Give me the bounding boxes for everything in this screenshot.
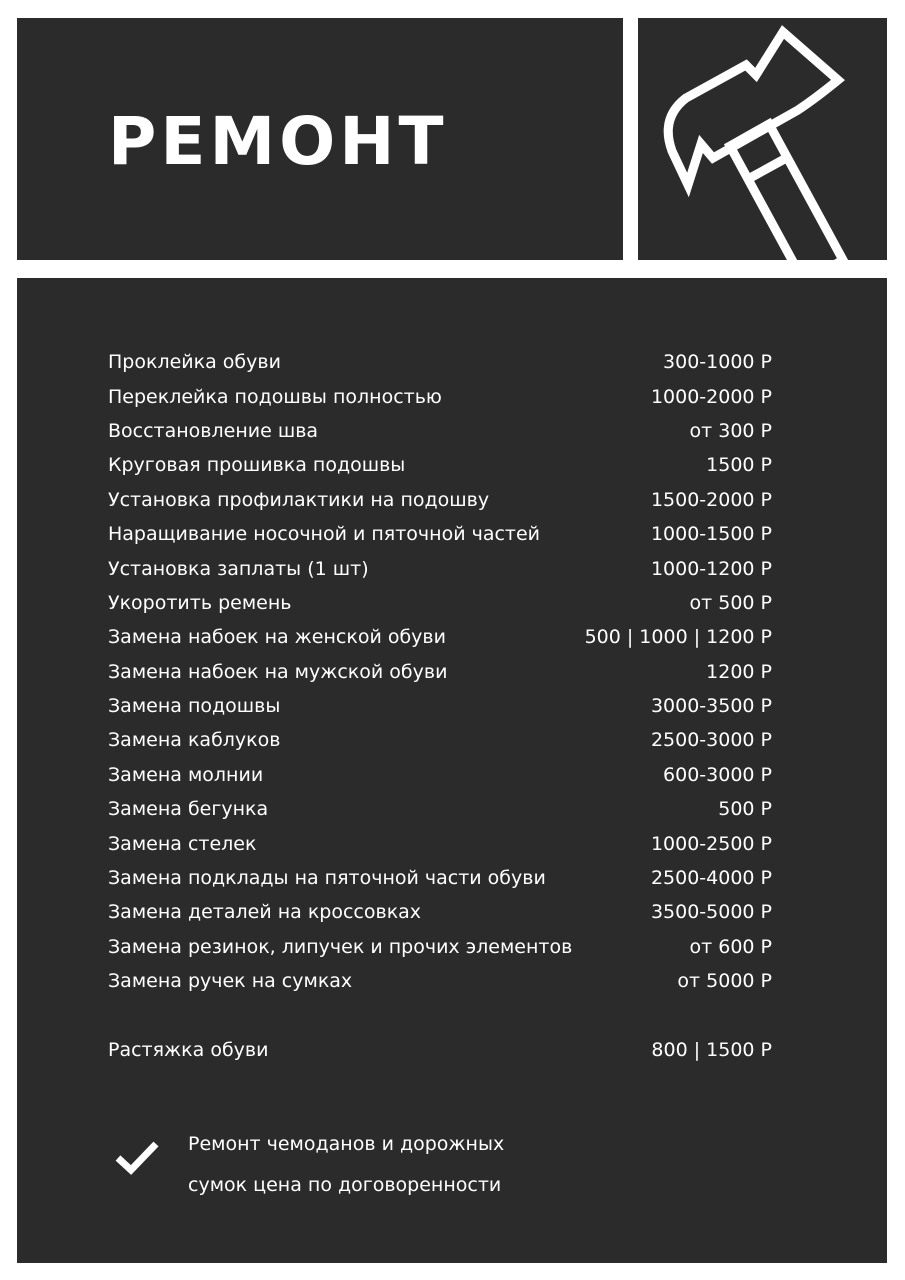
service-name: Замена деталей на кроссовках [108, 901, 422, 924]
service-name: Замена ручек на сумках [108, 970, 353, 993]
list-item [108, 448, 772, 482]
list-item [108, 792, 772, 826]
service-name: Наращивание носочной и пяточной частей [108, 523, 541, 546]
checkmark-icon [113, 1138, 161, 1178]
service-price: от 500 Р [689, 591, 772, 614]
service-name: Укоротить ремень [108, 591, 292, 614]
service-name: Растяжка обуви [108, 1038, 269, 1061]
service-name: Замена стелек [108, 832, 257, 855]
service-price: 300-1000 Р [663, 351, 772, 374]
service-price: 1500-2000 Р [650, 488, 772, 511]
list-item [108, 861, 772, 895]
title-panel [17, 18, 623, 260]
service-name: Переклейка подошвы полностью [108, 385, 442, 408]
service-price: 1000-2000 Р [650, 385, 772, 408]
service-name: Установка заплаты (1 шт) [108, 557, 369, 580]
service-price: 2500-3000 Р [650, 729, 772, 752]
list-item [108, 379, 772, 413]
service-price: от 300 Р [689, 419, 772, 442]
service-price: 1500 Р [706, 454, 772, 477]
service-price: от 600 Р [689, 935, 772, 958]
note-text [188, 1124, 504, 1206]
list-item [108, 689, 772, 723]
price-list [108, 345, 772, 1067]
service-price: 1200 Р [706, 660, 772, 683]
list-item [108, 1032, 772, 1066]
list-item [108, 964, 772, 998]
service-price: 3000-3500 Р [650, 695, 772, 718]
list-item [108, 723, 772, 757]
service-name: Восстановление шва [108, 419, 319, 442]
service-name: Установка профилактики на подошву [108, 488, 490, 511]
price-list-panel [17, 278, 887, 1263]
list-item [108, 483, 772, 517]
service-name: Замена подошвы [108, 695, 281, 718]
service-name: Замена набоек на женской обуви [108, 626, 446, 649]
service-price: 500 | 1000 | 1200 Р [584, 626, 772, 649]
list-item [108, 517, 772, 551]
service-price: от 5000 Р [677, 970, 772, 993]
list-item [108, 655, 772, 689]
list-item [108, 758, 772, 792]
service-price: 3500-5000 Р [650, 901, 772, 924]
list-item [108, 586, 772, 620]
service-name: Замена бегунка [108, 798, 269, 821]
service-name: Замена резинок, липучек и прочих элементов [108, 935, 573, 958]
page-title: РЕМОНТ [108, 103, 448, 180]
list-item [108, 930, 772, 964]
service-price: 1000-1200 Р [650, 557, 772, 580]
service-name: Замена подклады на пяточной части обуви [108, 867, 546, 890]
service-price: 800 | 1500 Р [651, 1038, 772, 1061]
list-item [108, 414, 772, 448]
service-price: 1000-2500 Р [650, 832, 772, 855]
list-item [108, 895, 772, 929]
hammer-icon [638, 18, 887, 260]
service-price: 2500-4000 Р [650, 867, 772, 890]
list-item [108, 826, 772, 860]
list-item [108, 345, 772, 379]
note-line-1: Ремонт чемоданов и дорожных [188, 1133, 505, 1155]
service-price: 600-3000 Р [663, 763, 772, 786]
service-price: 500 Р [718, 798, 772, 821]
service-name: Проклейка обуви [108, 351, 281, 374]
icon-panel [638, 18, 887, 260]
service-name: Замена молнии [108, 763, 264, 786]
service-price: 1000-1500 Р [650, 523, 772, 546]
list-item [108, 620, 772, 654]
service-name: Замена набоек на мужской обуви [108, 660, 448, 683]
service-name: Замена каблуков [108, 729, 281, 752]
service-name: Круговая прошивка подошвы [108, 454, 406, 477]
note-line-2: сумок цена по договоренности [188, 1174, 502, 1196]
list-item [108, 551, 772, 585]
